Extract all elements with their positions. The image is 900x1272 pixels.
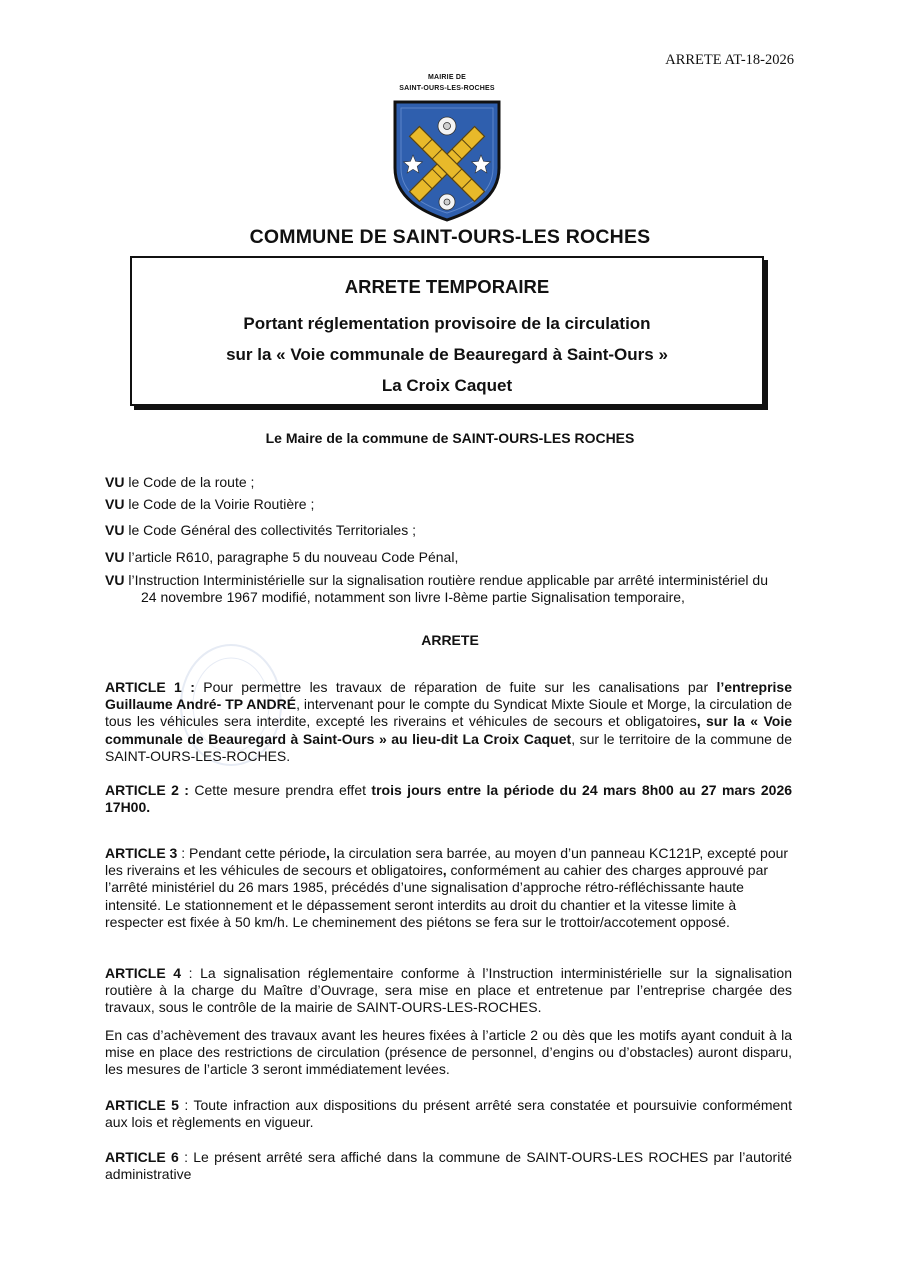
title-box	[130, 256, 764, 406]
vu-prefix: VU	[105, 522, 125, 538]
article-2-period: trois jours entre la période du 24 mars 8h00 au 27 mars 2026 17H00.	[105, 782, 793, 816]
article-5-text: : Toute infraction aux dispositions du présent arrêté sera constatée et poursuivie conformément aux lois et règlements en vigueur.	[105, 1097, 792, 1131]
vu-text: le Code Général des collectivités Territoriales ;	[124, 522, 416, 538]
article-1-text: , sur le territoire de la commune de SAINT-OURS-LES-ROCHES.	[105, 730, 792, 764]
article-6-text: : Le présent arrêté sera affiché dans la commune de SAINT-OURS-LES ROCHES par l’autorité administrative	[105, 1149, 793, 1183]
logo-caption-line1: MAIRIE DE	[428, 74, 466, 81]
article-2-text: Cette mesure prendra effet	[188, 782, 372, 798]
vu-item	[105, 474, 795, 491]
article-1-company: l’entreprise Guillaume André- TP ANDRÉ	[105, 679, 792, 713]
commune-title: COMMUNE DE SAINT-OURS-LES ROCHES	[249, 226, 651, 248]
vu-prefix: VU	[105, 496, 125, 512]
arrete-title: ARRETE TEMPORAIRE	[344, 276, 550, 297]
coat-of-arms-icon	[391, 98, 503, 222]
article-1-label: ARTICLE 1 :	[105, 679, 195, 695]
vu-text: l’Instruction Interministérielle sur la signalisation routière rendue applicable par arrêté interministériel du	[124, 572, 768, 588]
maire-line: Le Maire de la commune de SAINT-OURS-LES ROCHES	[265, 430, 635, 446]
article-1-location: , sur la « Voie communale de Beauregard à Saint-Ours » au lieu-dit La Croix Caquet	[105, 713, 792, 747]
arrete-heading: ARRETE	[421, 632, 479, 648]
vu-text: le Code de la Voirie Routière ;	[124, 496, 315, 512]
vu-prefix: VU	[105, 474, 125, 490]
article-4-label: ARTICLE 4	[105, 965, 182, 981]
article-4	[105, 965, 792, 1017]
vu-item	[105, 496, 795, 513]
vu-prefix: VU	[105, 572, 125, 588]
article-1-text: Pour permettre les travaux de réparation de fuite sur les canalisations par	[194, 679, 717, 695]
vu-item	[105, 572, 795, 606]
vu-prefix: VU	[105, 549, 125, 565]
article-6-label: ARTICLE 6	[105, 1149, 179, 1165]
commune-logo	[388, 72, 506, 222]
article-6	[105, 1149, 792, 1183]
subtitle-line-2: sur la « Voie communale de Beauregard à Saint-Ours »	[226, 345, 668, 364]
article-3-text: : Pendant cette période	[177, 845, 327, 861]
article-1	[105, 679, 792, 765]
logo-caption-line2: SAINT-OURS-LES-ROCHES	[399, 85, 495, 92]
article-3-label: ARTICLE 3	[105, 845, 178, 861]
article-3-comma: ,	[442, 862, 447, 879]
document-reference: ARRETE AT-18-2026	[665, 52, 794, 68]
article-5	[105, 1097, 792, 1131]
article-2-label: ARTICLE 2 :	[105, 782, 189, 798]
article-2	[105, 782, 792, 816]
vu-text: le Code de la route ;	[124, 474, 255, 490]
article-3-text: conformément au cahier des charges approuvé par l’arrêté ministériel du 26 mars 1985, précédés d’une signalisation d’approche rétro-réfléchissante haute intensité. Le stationnement et le dépassement seront interdits au droit du chantier et la vitesse limite à respecter est fixée à 50 km/h. Le cheminement des piétons se fera sur le trottoir/accotement opposé.	[105, 862, 769, 930]
subtitle-line-3: La Croix Caquet	[381, 376, 513, 395]
vu-item	[105, 549, 795, 566]
vu-text-continuation: 24 novembre 1967 modifié, notamment son livre I-8ème partie Signalisation temporaire,	[141, 589, 685, 605]
article-3	[105, 845, 792, 931]
article-1-text: , intervenant pour le compte du Syndicat Mixte Sioule et Morge, la circulation de tous les véhicules sera interdite, excepté les riverains et véhicules de secours et obligatoires	[105, 696, 792, 730]
article-4-text: : La signalisation réglementaire conforme à l’Instruction interministérielle sur la signalisation routière à la charge du Maître d’Ouvrage, sera mise en place et entretenue par l’entreprise chargée des travaux, sous le contrôle de la mairie de SAINT-OURS-LES-ROCHES.	[105, 965, 792, 1016]
article-3-text: la circulation sera barrée, au moyen d’un panneau KC121P, excepté pour les riverains et les véhicules de secours et obligatoires	[105, 845, 789, 879]
vu-text: l’article R610, paragraphe 5 du nouveau Code Pénal,	[124, 549, 459, 565]
subtitle-line-1: Portant réglementation provisoire de la circulation	[243, 314, 651, 333]
article-3-comma: ,	[326, 845, 330, 861]
article-5-label: ARTICLE 5	[105, 1097, 179, 1113]
article-4-paragraph-2: En cas d’achèvement des travaux avant les heures fixées à l’article 2 ou dès que les motifs ayant conduit à la mise en place des restrictions de circulation (présence de personnel, d’engins ou d’obstacles) auront disparu, les mesures de l’article 3 seront immédiatement levées.	[105, 1027, 792, 1078]
vu-item	[105, 522, 795, 539]
